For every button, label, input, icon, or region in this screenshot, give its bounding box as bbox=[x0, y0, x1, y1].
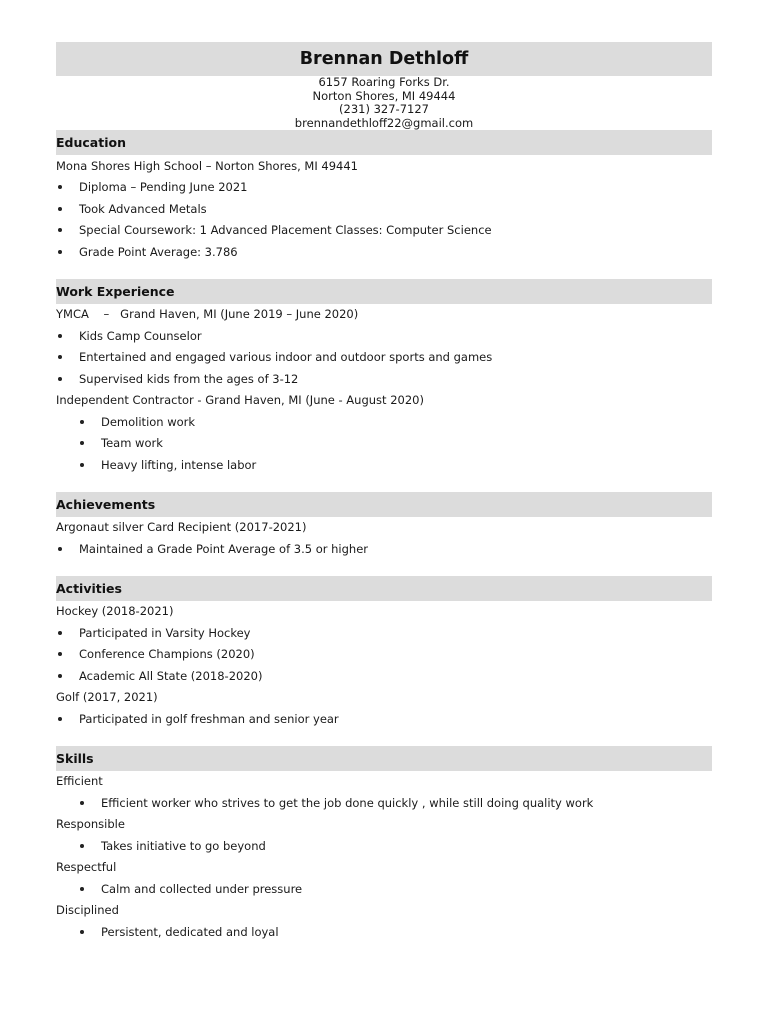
resume-name: Brennan Dethloff bbox=[299, 49, 469, 69]
bullet-icon bbox=[58, 250, 62, 254]
activity-line: Golf (2017, 2021) bbox=[56, 690, 158, 705]
bullet-icon bbox=[58, 228, 62, 232]
bullet-icon bbox=[58, 207, 62, 211]
activity-line: Hockey (2018-2021) bbox=[56, 604, 174, 619]
list-item bbox=[56, 921, 712, 943]
list-item bbox=[56, 665, 712, 687]
bullet-icon bbox=[58, 185, 62, 189]
section-title: Achievements bbox=[56, 496, 156, 512]
list-item-text: Participated in golf freshman and senior year bbox=[79, 711, 339, 726]
list-item-text: Diploma – Pending June 2021 bbox=[79, 180, 248, 195]
bullet-icon bbox=[80, 844, 84, 848]
job-line: YMCA – Grand Haven, MI (June 2019 – June 2020) bbox=[56, 307, 359, 322]
phone-number: (231) 327-7127 bbox=[339, 102, 429, 116]
bullet-icon bbox=[58, 355, 62, 359]
bullet-icon bbox=[58, 717, 62, 721]
section-title: Skills bbox=[56, 750, 94, 766]
bullet-icon bbox=[80, 930, 84, 934]
list-item-text: Efficient worker who strives to get the job done quickly , while still doing quality work bbox=[101, 795, 594, 810]
skill-label: Respectful bbox=[56, 860, 117, 875]
list-item bbox=[56, 878, 712, 900]
achievements-heading bbox=[56, 492, 712, 517]
bullet-icon bbox=[80, 801, 84, 805]
list-item bbox=[56, 368, 712, 390]
bullet-icon bbox=[58, 334, 62, 338]
bullet-icon bbox=[58, 631, 62, 635]
list-item-text: Persistent, dedicated and loyal bbox=[101, 924, 279, 939]
address-line-1: 6157 Roaring Forks Dr. bbox=[318, 75, 450, 89]
resume-page bbox=[56, 42, 712, 943]
list-item-text: Calm and collected under pressure bbox=[101, 881, 303, 896]
list-item-text: Heavy lifting, intense labor bbox=[101, 457, 257, 472]
skill-label: Efficient bbox=[56, 774, 103, 789]
list-item bbox=[56, 454, 712, 476]
list-item bbox=[56, 241, 712, 263]
list-item-text: Entertained and engaged various indoor and outdoor sports and games bbox=[79, 350, 493, 365]
activities-heading bbox=[56, 576, 712, 601]
list-item-text: Kids Camp Counselor bbox=[79, 328, 202, 343]
list-item-text: Special Coursework: 1 Advanced Placement Classes: Computer Science bbox=[79, 223, 492, 238]
list-item bbox=[56, 347, 712, 369]
bullet-icon bbox=[80, 463, 84, 467]
list-item-text: Team work bbox=[101, 436, 163, 451]
name-header bbox=[56, 42, 712, 76]
section-title: Education bbox=[56, 135, 126, 150]
bullet-icon bbox=[80, 887, 84, 891]
list-item-text: Takes initiative to go beyond bbox=[101, 838, 266, 853]
bullet-icon bbox=[58, 674, 62, 678]
job-line: Independent Contractor - Grand Haven, MI (June - August 2020) bbox=[56, 393, 424, 408]
list-item bbox=[56, 411, 712, 433]
bullet-icon bbox=[58, 547, 62, 551]
contact-block bbox=[56, 76, 712, 130]
list-item bbox=[56, 644, 712, 666]
list-item-text: Supervised kids from the ages of 3-12 bbox=[79, 371, 299, 386]
skill-label: Responsible bbox=[56, 817, 125, 832]
list-item bbox=[56, 177, 712, 199]
list-item-text: Grade Point Average: 3.786 bbox=[79, 244, 238, 259]
list-item-text: Demolition work bbox=[101, 414, 196, 429]
list-item bbox=[56, 708, 712, 730]
skill-label: Disciplined bbox=[56, 903, 119, 918]
school-line: Mona Shores High School – Norton Shores, MI 49441 bbox=[56, 158, 358, 173]
list-item bbox=[56, 198, 712, 220]
skills-heading bbox=[56, 746, 712, 771]
address-line-2: Norton Shores, MI 49444 bbox=[312, 88, 456, 103]
list-item-text: Maintained a Grade Point Average of 3.5 or higher bbox=[79, 541, 369, 556]
list-item bbox=[56, 792, 712, 814]
section-title: Work Experience bbox=[56, 283, 175, 299]
list-item bbox=[56, 538, 712, 560]
education-heading bbox=[56, 130, 712, 155]
section-title: Activities bbox=[56, 580, 122, 596]
list-item-text: Participated in Varsity Hockey bbox=[79, 625, 251, 640]
bullet-icon bbox=[58, 377, 62, 381]
list-item bbox=[56, 835, 712, 857]
bullet-icon bbox=[80, 441, 84, 445]
list-item-text: Took Advanced Metals bbox=[79, 201, 207, 216]
list-item-text: Conference Champions (2020) bbox=[79, 647, 255, 662]
email-address[interactable]: brennandethloff22@gmail.com bbox=[294, 115, 474, 130]
list-item bbox=[56, 433, 712, 455]
work-experience-heading bbox=[56, 279, 712, 304]
list-item bbox=[56, 220, 712, 242]
list-item-text: Academic All State (2018-2020) bbox=[79, 668, 263, 683]
bullet-icon bbox=[80, 420, 84, 424]
list-item bbox=[56, 325, 712, 347]
bullet-icon bbox=[58, 652, 62, 656]
achievement-line: Argonaut silver Card Recipient (2017-2021) bbox=[56, 520, 307, 535]
list-item bbox=[56, 622, 712, 644]
